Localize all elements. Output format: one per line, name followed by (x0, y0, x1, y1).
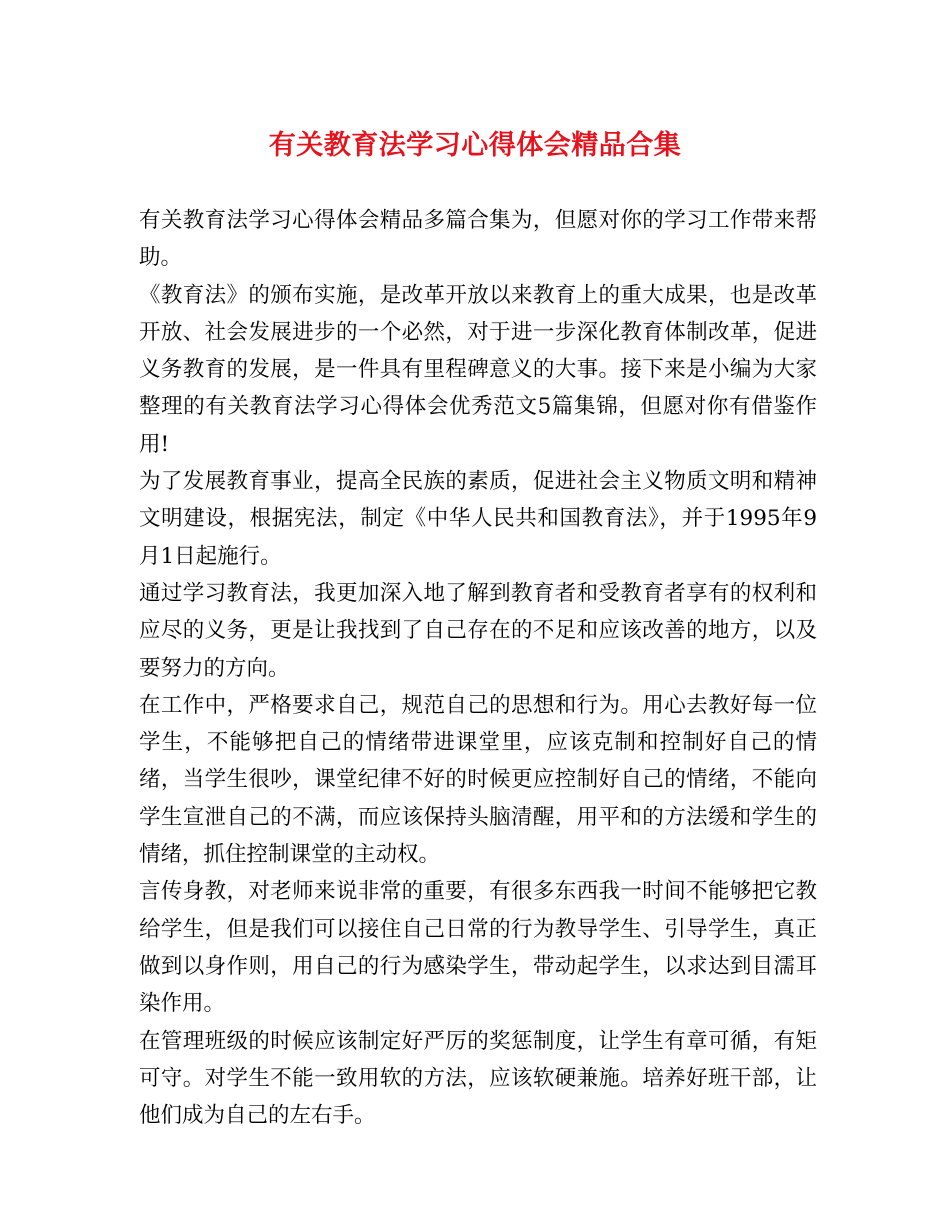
document-title: 有关教育法学习心得体会精品合集 (268, 130, 682, 161)
paragraph-work-conduct: 在工作中，严格要求自己，规范自己的思想和行为。用心去教好每一位学生，不能够把自己的情绪带进课堂里，应该克制和控制好自己的情绪，当学生很吵，课堂纪律不好的时候更应控制好自己的情绪，不能向学生宣泄自己的不满，而应该保持头脑清醒，用平和的方法缓和学生的情绪，抓住控制课堂的主动权。 (139, 692, 817, 868)
paragraph-intro: 有关教育法学习心得体会精品多篇合集为，但愿对你的学习工作带来帮助。 (139, 208, 817, 271)
paragraph-study-insight: 通过学习教育法，我更加深入地了解到教育者和受教育者享有的权利和应尽的义务，更是让我找到了自己存在的不足和应该改善的地方，以及要努力的方向。 (139, 580, 817, 681)
paragraph-law-enactment: 为了发展教育事业，提高全民族的素质，促进社会主义物质文明和精神文明建设，根据宪法，制定《中华人民共和国教育法》，并于1995年9月1日起施行。 (139, 469, 817, 569)
paragraph-background: 《教育法》的颁布实施，是改革开放以来教育上的重大成果，也是改革开放、社会发展进步的一个必然，对于进一步深化教育体制改革，促进义务教育的发展，是一件具有里程碑意义的大事。接下来是小编为大家整理的有关教育法学习心得体会优秀范文5篇集锦，但愿对你有借鉴作用! (139, 282, 817, 457)
paragraph-lead-by-example: 言传身教，对老师来说非常的重要，有很多东西我一时间不能够把它教给学生，但是我们可以接住自己日常的行为教导学生、引导学生，真正做到以身作则，用自己的行为感染学生，带动起学生，以求达到目濡耳染作用。 (139, 879, 817, 1017)
paragraph-class-management: 在管理班级的时候应该制定好严厉的奖惩制度，让学生有章可循，有矩可守。对学生不能一致用软的方法，应该软硬兼施。培养好班干部，让他们成为自己的左右手。 (139, 1028, 817, 1129)
document-body (139, 202, 817, 1134)
